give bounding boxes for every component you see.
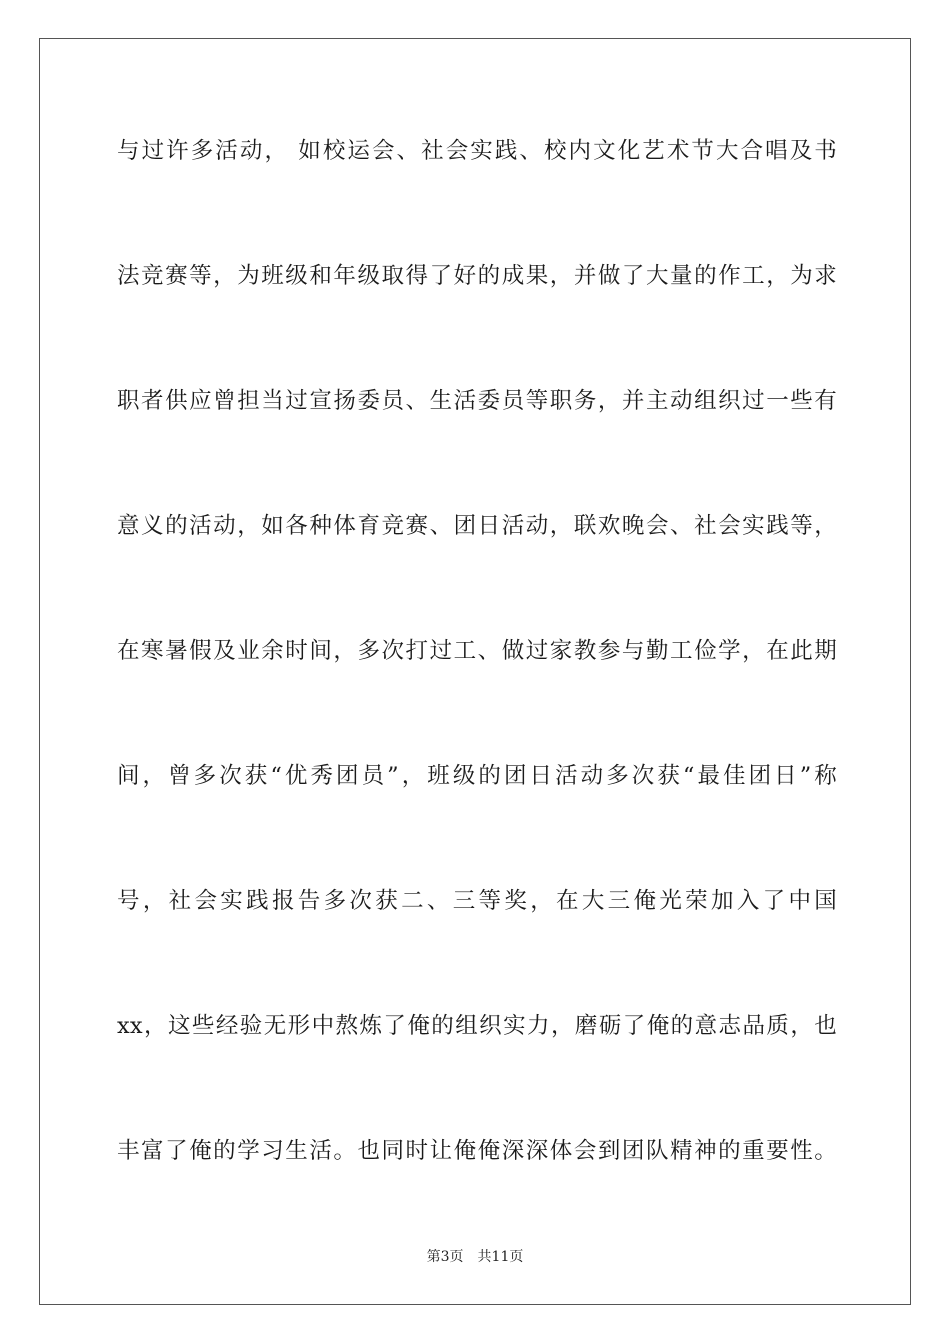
body-line-8: xx，这些经验无形中熬炼了俺的组织实力，磨砺了俺的意志品质，也 bbox=[117, 1013, 837, 1039]
body-line-3: 职者供应曾担当过宣扬委员、生活委员等职务，并主动组织过一些有 bbox=[117, 388, 837, 414]
body-line-9: 丰富了俺的学习生活。也同时让俺俺深深体会到团队精神的重要性。 bbox=[117, 1138, 837, 1164]
body-line-4: 意义的活动，如各种体育竞赛、团日活动，联欢晚会、社会实践等， bbox=[117, 513, 837, 539]
page-footer bbox=[0, 1248, 950, 1266]
body-line-7: 号，社会实践报告多次获二、三等奖，在大三俺光荣加入了中国 bbox=[117, 888, 837, 914]
page-border bbox=[39, 38, 911, 1305]
body-line-2: 法竞赛等，为班级和年级取得了好的成果，并做了大量的作工，为求 bbox=[117, 263, 837, 289]
body-line-1: 与过许多活动， 如校运会、社会实践、校内文化艺术节大合唱及书 bbox=[117, 138, 837, 164]
page-number: 第3页 bbox=[426, 1249, 464, 1265]
body-line-6: 间，曾多次获“优秀团员”，班级的团日活动多次获“最佳团日”称 bbox=[117, 763, 837, 789]
body-line-5: 在寒暑假及业余时间，多次打过工、做过家教参与勤工俭学，在此期 bbox=[117, 638, 837, 664]
page-total: 共11页 bbox=[477, 1249, 524, 1265]
